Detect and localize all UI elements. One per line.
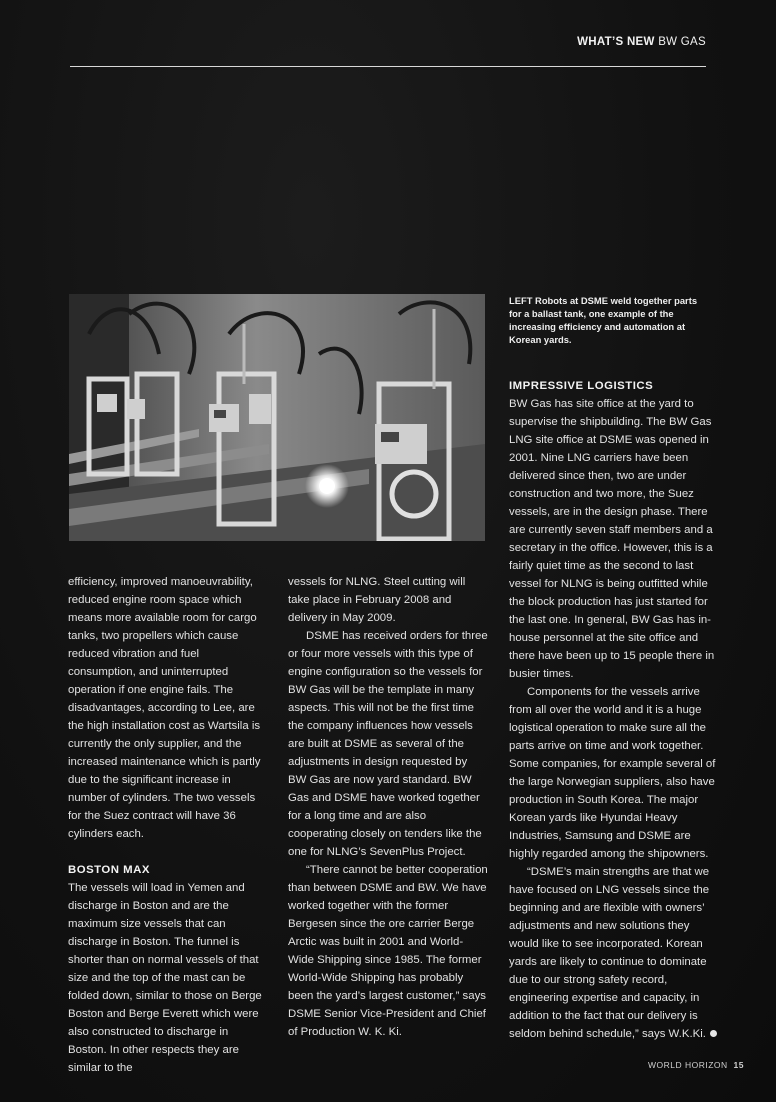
column-1 [68,573,268,1077]
quote-text: “DSME’s main strengths are that we have focused on LNG vessels since the beginning and are flexible with owners’ adjustments and new solutions they would like to see incorporated. Korean yards are likely to continue to dominate due to our strong safety record, engineering expertise and capacity, in addition to the fact that our delivery is seldom behind schedule,” says W.K.Ki. [509,866,710,1040]
section-topic: BW GAS [658,36,706,48]
header-divider [70,66,706,67]
page-footer [648,1060,744,1070]
section-label: WHAT’S NEW [577,36,655,48]
paragraph: BW Gas has site office at the yard to supervise the shipbuilding. The BW Gas LNG site office at DSME was opened in 2001. Nine LNG carriers have been delivered since then, two are under construction and two more, the Suez vessels, are in the design phase. There are currently seven staff members and a secretary in the office. However, this is a fairly quiet time as the second to last vessel for NLNG is being outfitted while the block production has just started for the last one. In general, BW Gas has in-house personnel at the site office and there have been up to 15 people there in busier times. [509,398,715,680]
column-3 [509,377,717,1043]
paragraph: efficiency, improved manoeuvrability, reduced engine room space which means more available room for cargo tanks, two propellers which cause reduced vibration and fuel consumption, and uninterrupted operation if one engine fails. The disadvantages, according to Lee, are the high installation cost as Wartsila is currently the only supplier, and the increased maintenance which is partly due to the significant increase in number of cylinders. The two vessels for the Suez contract will have 36 cylinders each. [68,576,261,840]
paragraph: Components for the vessels arrive from all over the world and it is a huge logistical operation to make sure all the parts arrive on time and work together. Some companies, for example several of the large Norwegian suppliers, also have production in South Korea. The major Korean yards like Hyundai Heavy Industries, Samsung and DSME are highly regarded among the shipowners. [509,686,716,860]
publication-name: WORLD HORIZON [647,1060,728,1070]
subheading-impressive-logistics: IMPRESSIVE LOGISTICS [509,380,654,392]
quote-paragraph: “There cannot be better cooperation than between DSME and BW. We have worked together with the former Bergesen since the ore carrier Berge Arctic was built in 2001 and World-Wide Shipping since 1985. The former World-Wide Shipping has probably been the yard’s largest customer,” says DSME Senior Vice-President and Chief of Production W. K. Ki. [288,864,488,1038]
welding-robots-photo [69,294,485,541]
paragraph: DSME has received orders for three or four more vessels with this type of engine configuration so the vessels for BW Gas will be the template in many aspects. This will not be the first time the company influences how vessels are built at DSME as several of the adjustments in design requested by BW Gas are now yard standard. BW Gas and DSME have worked together for a long time and are also cooperating closely on tenders like the one for NLNG’s SevenPlus Project. [288,630,488,858]
caption-lead: LEFT [509,295,533,306]
section-header [577,36,706,48]
photo-illustration [69,294,485,541]
paragraph: The vessels will load in Yemen and discharge in Boston and are the maximum size vessels that can discharge in Boston. The funnel is shorter than on normal vessels of that size and the top of the mast can be folded down, similar to those on Berge Boston and Berge Everett which were also constructed to discharge in Boston. In other respects they are similar to the [68,882,262,1074]
subheading-boston-max: BOSTON MAX [68,864,150,876]
caption-text: Robots at DSME weld together parts for a ballast tank, one example of the increasing efficiency and automation at Korean yards. [509,295,698,345]
page-number: 15 [733,1060,744,1070]
end-of-article-icon [710,1030,717,1037]
paragraph: vessels for NLNG. Steel cutting will take place in February 2008 and delivery in May 2009. [288,576,466,624]
photo-caption [509,294,709,346]
column-2 [288,573,488,1041]
quote-paragraph [509,863,717,1043]
